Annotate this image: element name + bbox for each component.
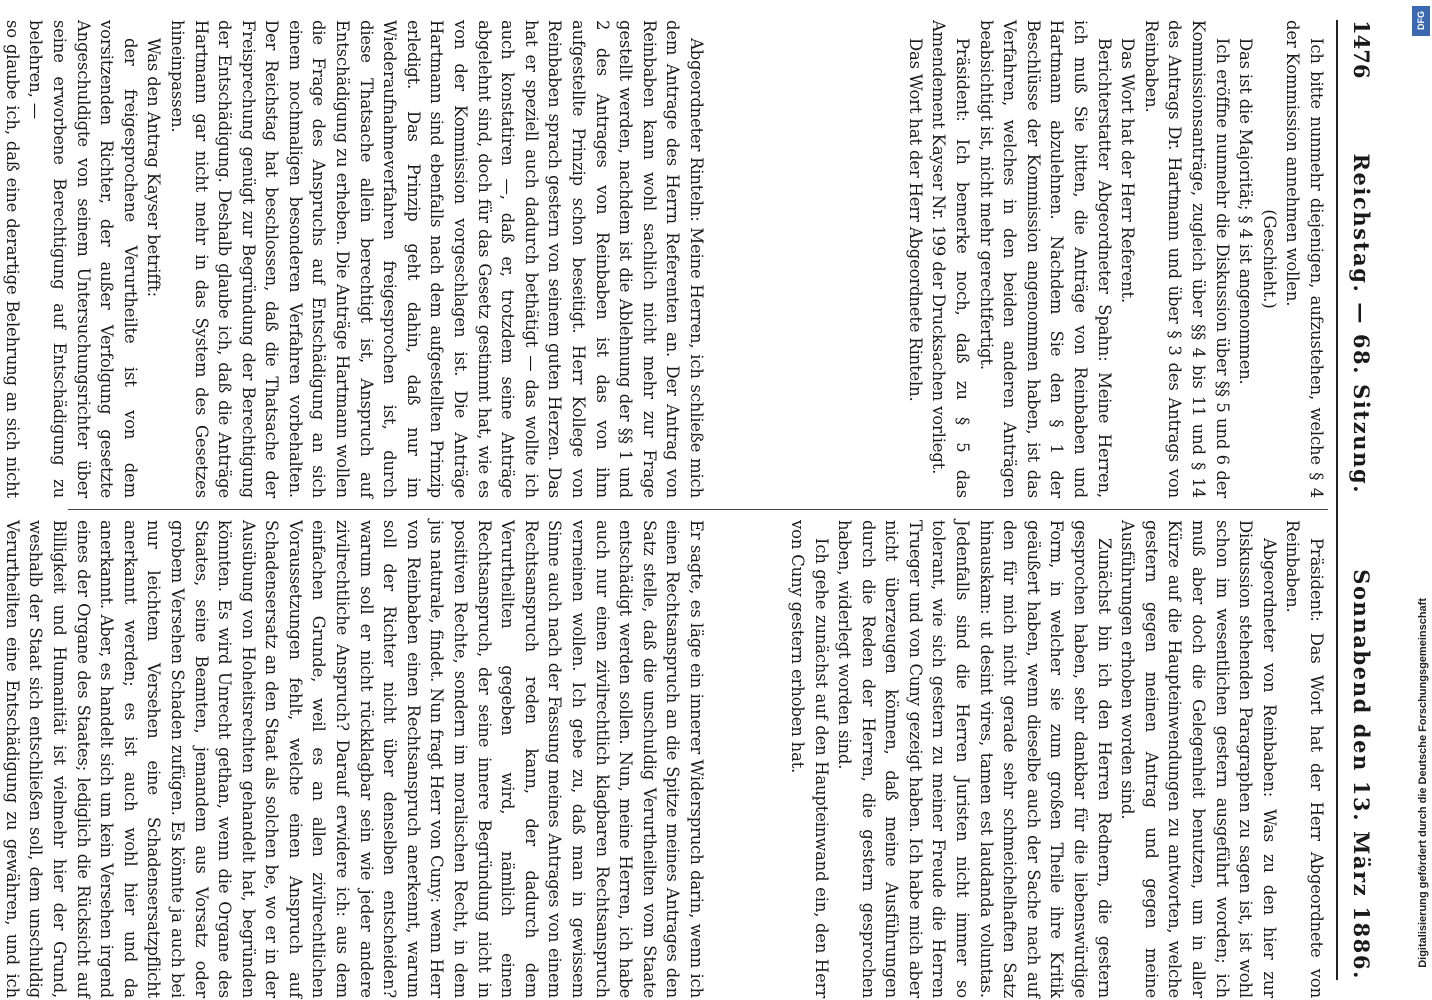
paragraph: (Geschieht.) [1259,209,1279,309]
dfg-sidebar [1410,0,1432,1000]
dfg-notice: Digitalisierung gefördert durch die Deutsche Forschungsgemeinschaft [1417,598,1429,968]
document-page [2,0,1400,1000]
paragraph: Er sagte, es läge ein innerer Widerspruch darin, wenn ich einen Rechtsanspruch an die Spitze meines Antrages den Satz stelle, daß die unschuldig Verurtheilten vom Staate entschädigt werden sollen. Nun, meine Herren, ich habe auch nur einen zivilrechtlich klagbaren Rechtsanspruch verneinen wollen. Ich gebe zu, daß man in gewissem Sinne auch nach der Fassung meines Antrages von einem Rechtsanspruch reden kann, der dadurch dem Verurtheilten gegeben wird, nämlich einen Rechtsanspruch, der seine innere Begründung nicht in positiven Rechte, sondern im moralischen Recht, in dem jus naturale, findet. Nun fragt Herr von Cuny: wenn Herr von Reinbaben einen Rechtsanspruch anerkennt, warum soll der Richter nicht über denselben entscheiden? warum soll er nicht rückklagbar sein wie jeder andere zivilrechtliche Anspruch? Darauf erwidere ich: aus dem einfachen Grunde, weil es an allen zivilrechtlichen Voraussetzungen fehlt, welche einen Anspruch auf Schadensersatz an den Staat als solchen be, wo er in der Ausübung von Hoheitsrechten gehandelt hat, begründen könnten. Es wird Unrecht gethan, wenn die Organe des Staates, seine Beamten, jemandem aus Vorsatz oder grobem Versehen Schaden zufügen. Es könnte ja auch bei nur leichtem Versehen eine Schadensersatzpflicht anerkannt werden; es ist auch wohl hier und da anerkannt. Aber, es handelt sich um kein Versehen irgend eines der Organe des Staates; lediglich die Rücksicht auf Billigkeit und Humanität ist vielmehr hier der Grund, weshalb der Staat sich entschließen soll, dem unschuldig Verurtheilten eine Entschädigung zu gewähren, und ich [2,520,706,998]
paragraph: Abgeordneter Rinteln: Meine Herren, ich schließe mich dem Antrage des Herrn Referenten an. Der Antrag von Reinbaben kann wohl sachlich nicht mehr zur Frage gestellt werden, nachdem ist die Ablehnung der §§ 1 und 2 des Antrages von Reinbaben ist das von ihm aufgestellte Prinzip schon beseitigt. Herr Kollege von Reinbaben sprach gestern von seinem guten Herzen. Das hat er speziell auch dadurch bethätigt — das wollte ich auch konstatiren —, daß er, trotzdem seine Anträge abgelehnt sind, doch für das Gesetz gestimmt hat, wie es von der Kommission vorgeschlagen ist. Die Anträge Hartmann sind ebenfalls nach dem aufgestellten Prinzip erledigt. Das Prinzip geht dahin, daß nur im Wiederaufnahmeverfahren freigesprochen ist, durch diese Thatsache allein berechtigt ist, Anspruch auf Entschädigung zu erheben. Die Anträge Hartmann wollen die Frage des Anspruchs auf Entschädigung an sich einem nochmaligen besonderen Verfahren vorbehalten. Der Reichstag hat beschlossen, daß die Thatsache der Freisprechung genügt zur Begründung der Berechtigung der Entschädigung. Deshalb glaube ich, daß die Anträge Hartmann gar nicht mehr in das System des Gesetzes hineinpassen. [167,20,706,498]
paragraph: der freigesprochene Verurtheilte ist von dem vorsitzenden Richter, der außer Verfolgung gesetzte Angeschuldigte von seinem Untersuchungsrichter über seine erworbene Berechtigung auf Entschädigung zu belehren, — [26,20,140,498]
right-column-lower [2,520,708,998]
paragraph: Das Wort hat der Herr Referent. [1118,38,1138,304]
page-number: 1476 [1349,20,1374,79]
paragraph: Präsident: Das Wort hat der Herr Abgeordnete von Reinbaben. [1283,520,1326,998]
dfg-logo: DFG [1412,6,1430,36]
paragraph: Ich bitte nunmehr diejenigen, aufzustehen, welche § 4 der Kommission annehmen wollen. [1283,20,1326,498]
running-head [1336,20,1374,980]
paragraph: Präsident: Ich bemerke noch, daß zu § 5 das Amendement Kayser Nr. 199 der Drucksachen vorliegt. [929,20,973,498]
paragraph: Abgeordneter von Reinbaben: Was zu den hier zur Diskussion stehenden Paragraphen zu sagen ist, ist wohl schon im wesentlichen gestern ausgeführt worden; ich muß aber doch die Gelegenheit benutzen, um in aller Kürze auf die Haupteinwendungen zu antworten, welche gestern gegen meinen Antrag und gegen meine Ausführungen erhoben worden sind. [1118,520,1279,998]
paragraph: so glaube ich, daß eine derartige Belehrung an sich nicht [2,20,22,498]
running-head-title: Reichstag. — 68. Sitzung. [1349,153,1374,495]
paragraph: Was den Antrag Kayser betrifft: [144,38,164,297]
paragraph: Das Wort hat der Herr Abgeordnete Rinteln. [905,38,925,402]
running-head-date: Sonnabend den 13. März 1886. [1349,569,1374,980]
paragraph: Berichterstatter Abgeordneter Spahn: Meine Herren, ich muß Sie bitten, die Anträge von Reinbaben und Hartmann abzulehnen. Nachdem Sie den § 1 der Beschlüsse der Kommission angenommen haben, ist das Verfahren, welches in den beiden anderen Anträgen beabsichtigt ist, nicht mehr gerechtfertigt. [976,20,1114,498]
paragraph: Zunächst bin ich den Herren Rednern, die gestern gesprochen haben, sehr dankbar für die liebenswürdige Form, in welcher sie zum großen Theile ihre Kritik geäußert haben, wenn dieselbe auch der Sache nach auf den für mich nicht gerade sehr schmeichelhaften Satz hinauskam: ut desint vires, tamen est laudanda voluntas. Jedenfalls sind die Herren Juristen nicht immer so tolerant, wie sich gestern zu meiner Freude die Herren Trueger und von Cuny gezeigt haben. Ich habe mich aber nicht überzeugen können, daß meine Ausführungen durch die Reden der Herren, die gestern gesprochen haben, widerlegt worden sind. [835,520,1114,998]
paragraph: Ich eröffne nunmehr die Diskussion über §§ 5 und 6 der Kommissionsanträge, zugleich über §§ 4 bis 11 und § 14 des Antrags Dr. Hartmann und über § 3 des Antrags von Reinbaben. [1141,20,1232,498]
left-column-upper [708,20,1328,498]
left-column-lower [2,20,708,498]
column-divider [68,509,1328,510]
paragraph: Ich gehe zunächst auf den Haupteinwand ein, den Herr von Cuny gestern erhoben hat. [787,520,831,998]
right-column-upper [708,520,1328,998]
paragraph: Das ist die Majorität; § 4 ist angenommen. [1236,38,1256,385]
